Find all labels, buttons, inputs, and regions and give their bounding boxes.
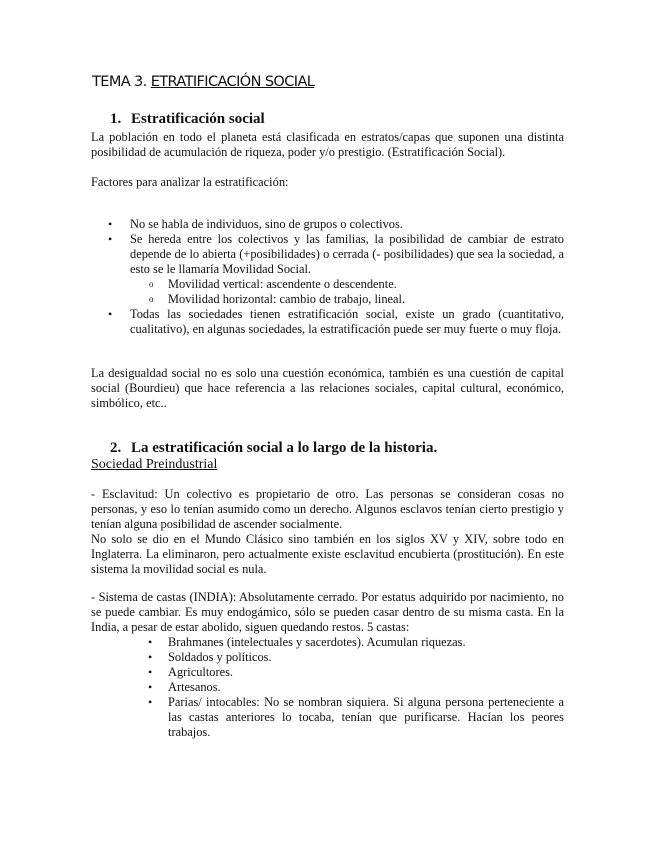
list-item: • Todas las sociedades tienen estratificación social, existe un grado (cuantitativo, cualitativo), en algunas sociedades, la estratificación puede ser muy fuerte o muy floja. [91, 307, 564, 337]
section1-paragraph3: La desigualdad social no es solo una cuestión económica, también es una cuestión de capital social (Bourdieu) que hace referencia a las relaciones sociales, capital cultural, económico, simbólico, etc.. [91, 366, 564, 410]
castas-paragraph: - Sistema de castas (INDIA): Absolutamente cerrado. Por estatus adquirido por nacimiento, no se puede cambiar. Es muy endogámico, sólo se pueden casar dentro de su misma casta. En la India, a pesar de estar abolido, siguen quedando restos. 5 castas: [91, 590, 564, 634]
list-item: • Artesanos. [143, 680, 564, 695]
section1-paragraph2: Factores para analizar la estratificación: [91, 175, 289, 189]
document-title [92, 74, 314, 90]
section1-number: 1. [110, 111, 122, 127]
list-item: • Se hereda entre los colectivos y las familias, la posibilidad de cambiar de estrato depende de lo abierta (+posibilidades) o cerrada (- posibilidades) que sea la sociedad, a esto se le llamaría Movilidad Social. [91, 232, 564, 277]
list-item: o Movilidad vertical: ascendente o descendente. [91, 277, 564, 292]
section2-heading [110, 440, 437, 457]
title-prefix: TEMA 3. [92, 74, 147, 90]
section1-paragraph1: La población en todo el planeta está clasificada en estratos/capas que suponen una distinta posibilidad de acumulación de riqueza, poder y/o prestigio. (Estratificación Social). [91, 130, 564, 159]
title-underlined: ETRATIFICACIÓN SOCIAL [150, 74, 315, 90]
esclavitud-paragraph2: No solo se dio en el Mundo Clásico sino también en los siglos XV y XIV, sobre todo en Inglaterra. La eliminaron, pero actualmente existe esclavitud encubierta (prostitución). En este sistema la movilidad social es nula. [91, 532, 564, 576]
castas-list [143, 635, 564, 740]
list-item: • Agricultores. [143, 665, 564, 680]
list-item: • Soldados y políticos. [143, 650, 564, 665]
section2-number: 2. [110, 440, 122, 456]
esclavitud-paragraph1: - Esclavitud: Un colectivo es propietario de otro. Las personas se consideran cosas no personas, y eso lo tenían asumido como un derecho. Algunos esclavos tenían cierto prestigio y tenían alguna posibilidad de ascender socialmente. [91, 487, 564, 531]
list-item: • Brahmanes (intelectuales y sacerdotes). Acumulan riquezas. [143, 635, 564, 650]
section2-heading-text: La estratificación social a lo largo de la historia. [131, 440, 438, 456]
list-item: • Parias/ intocables: No se nombran siquiera. Si alguna persona perteneciente a las castas anteriores lo tocaba, tenían que purificarse. Hacían los peores trabajos. [143, 695, 564, 740]
list-item: o Movilidad horizontal: cambio de trabajo, lineal. [91, 292, 564, 307]
list-item: • No se habla de individuos, sino de grupos o colectivos. [91, 217, 564, 232]
section1-heading [110, 111, 265, 128]
section1-heading-text: Estratificación social [131, 111, 265, 127]
section2-subheading: Sociedad Preindustrial [91, 457, 218, 472]
factors-list [91, 217, 564, 337]
